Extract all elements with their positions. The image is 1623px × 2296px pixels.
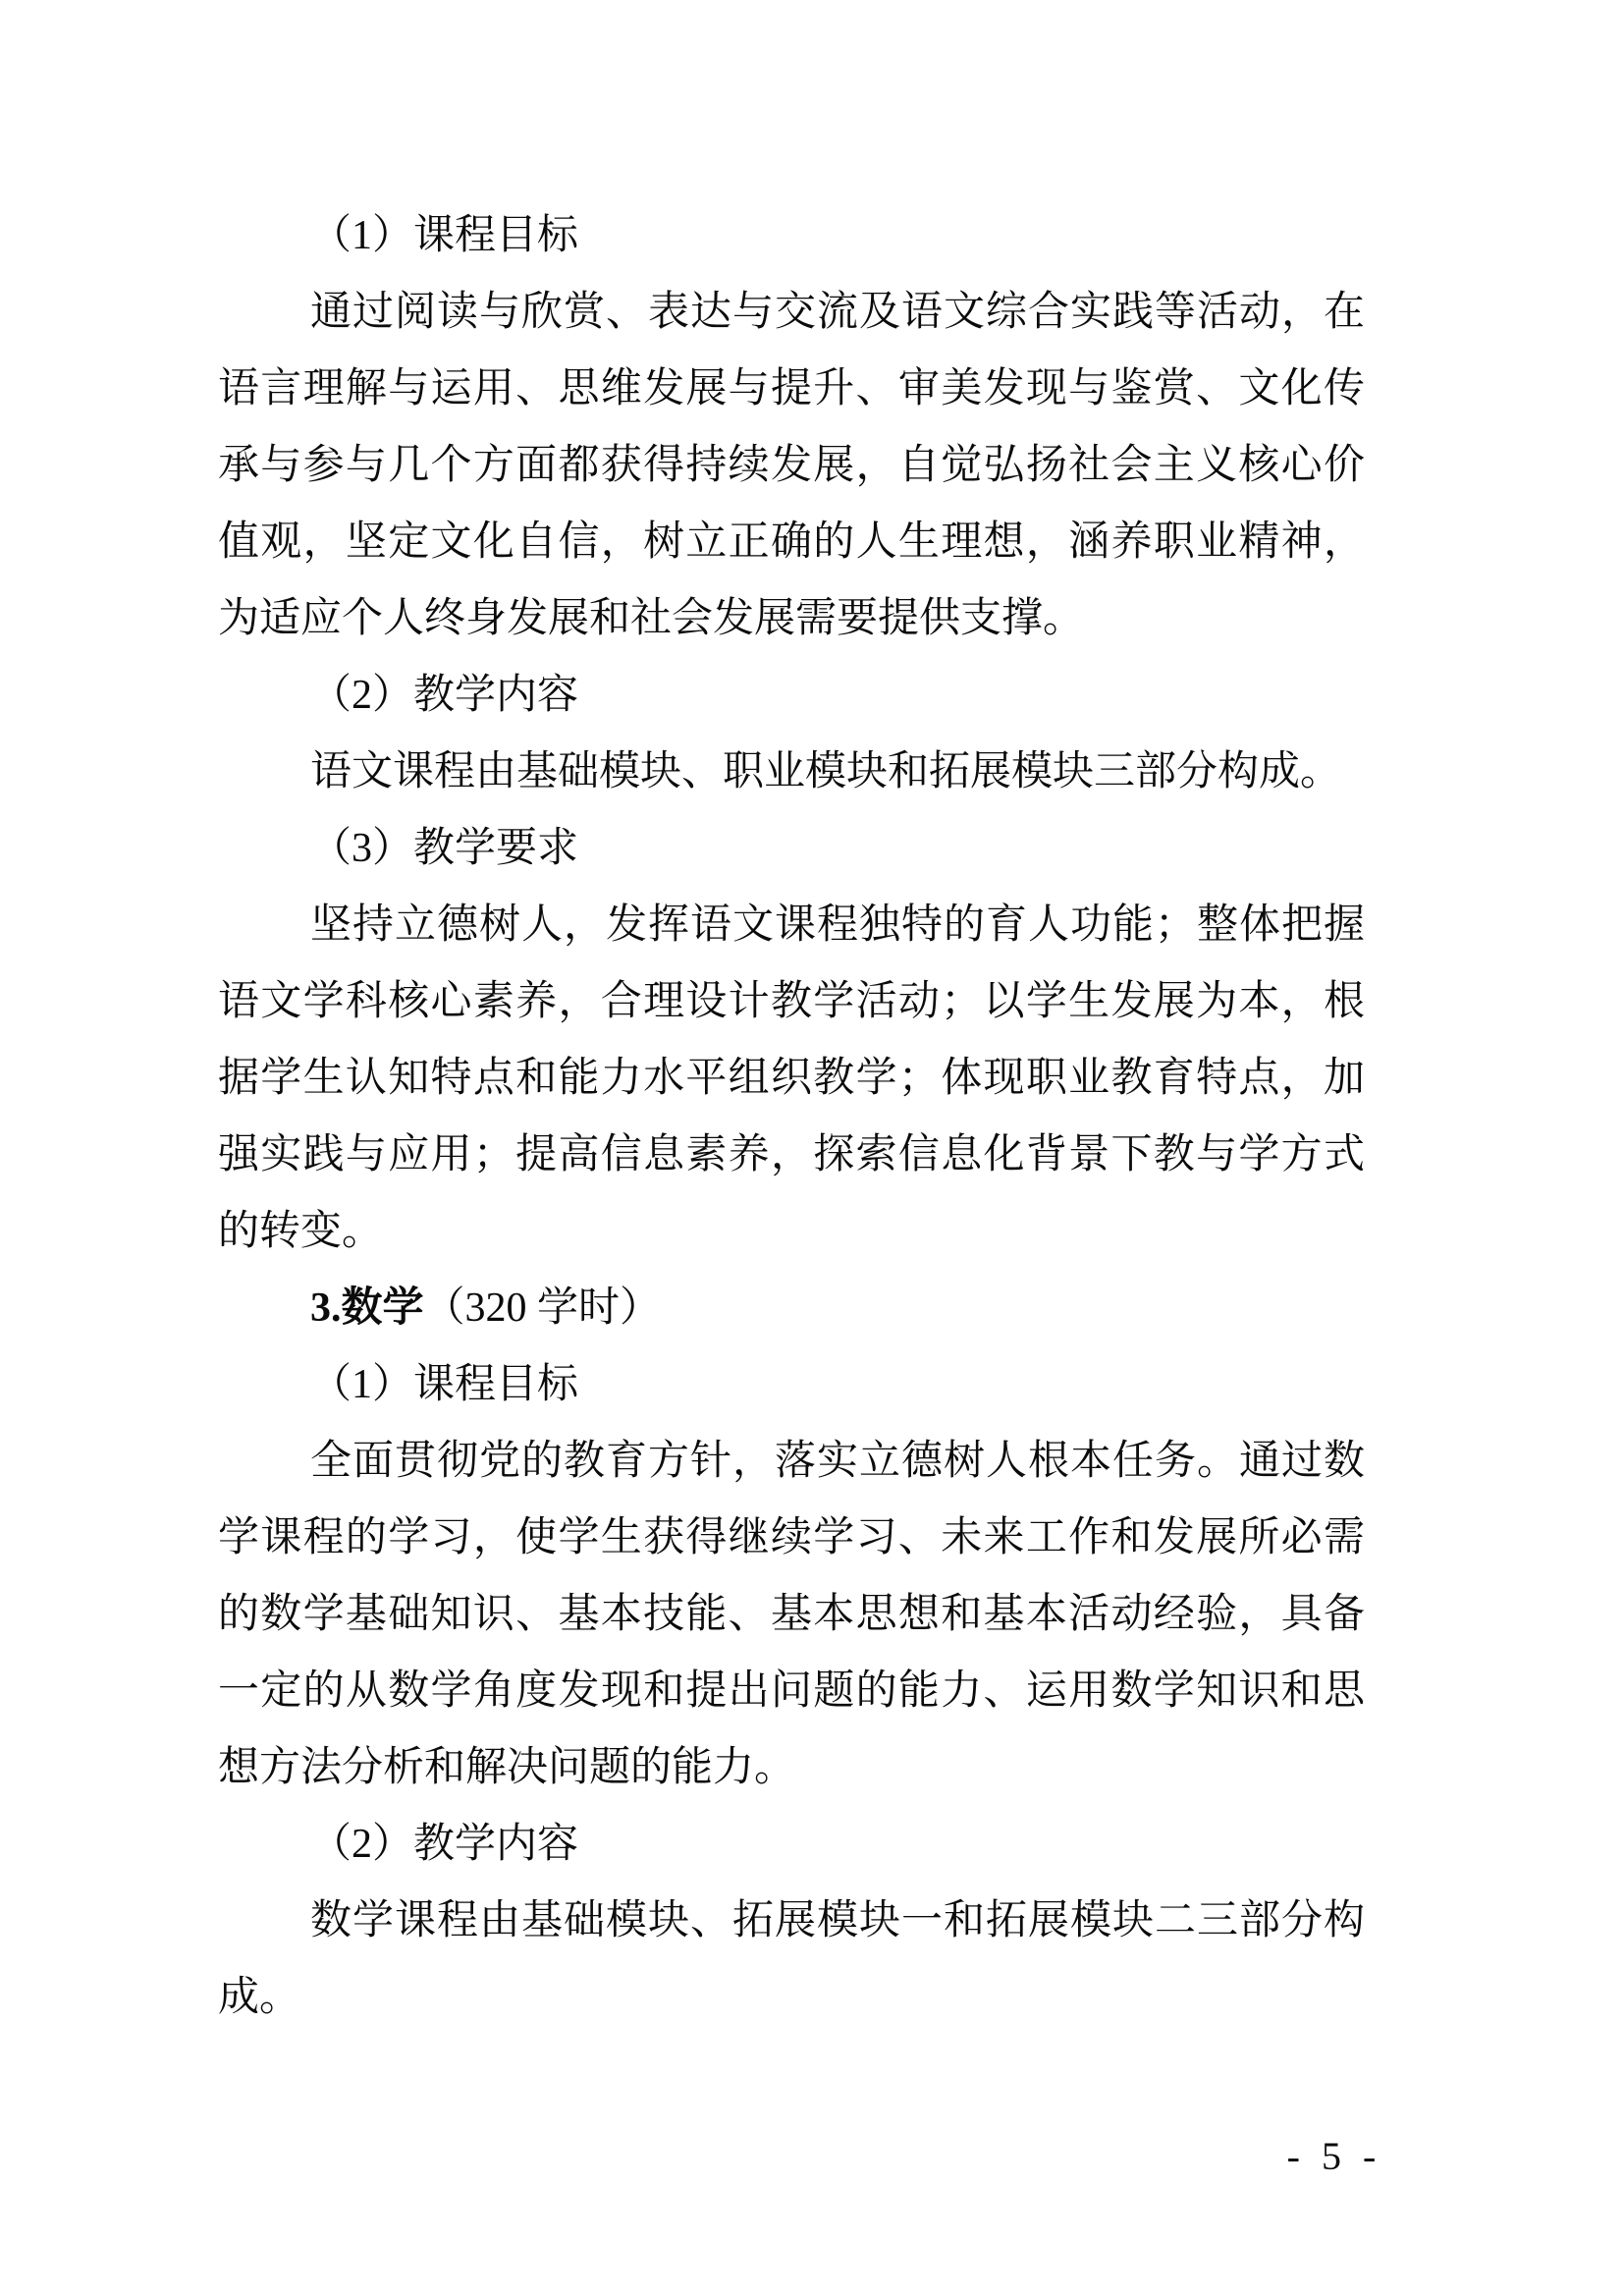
document-body [218,197,1365,2036]
paragraph-course-goal-2: 全面贯彻党的教育方针，落实立德树人根本任务。通过数学课程的学习，使学生获得继续学习、未来工作和发展所必需的数学基础知识、基本技能、基本思想和基本活动经验，具备一定的从数学角度发现和提出问题的能力、运用数学知识和思想方法分析和解决问题的能力。 [218,1439,1365,1790]
subheading-teaching-content-2: （2）教学内容 [310,1822,579,1867]
course-heading-math [218,1270,1365,1346]
course-heading-math-title: 3.数学 [310,1285,424,1331]
paragraph-course-goal-1: 通过阅读与欣赏、表达与交流及语文综合实践等活动，在语言理解与运用、思维发展与提升、审美发现与鉴赏、文化传承与参与几个方面都获得持续发展，自觉弘扬社会主义核心价值观，坚定文化自信，树立正确的人生理想，涵养职业精神，为适应个人终身发展和社会发展需要提供支撑。 [218,290,1365,641]
subheading-course-goal-2: （1）课程目标 [310,1362,579,1407]
subheading-teaching-requirements: （3）教学要求 [310,826,579,871]
paragraph-teaching-requirements: 坚持立德树人，发挥语文课程独特的育人功能；整体把握语文学科核心素养，合理设计教学活动；以学生发展为本，根据学生认知特点和能力水平组织教学；体现职业教育特点，加强实践与应用；提高信息素养，探索信息化背景下教与学方式的转变。 [218,902,1365,1254]
course-heading-math-hours: （320 学时） [423,1285,662,1331]
subheading-course-goal-1: （1）课程目标 [310,213,579,258]
paragraph-teaching-content-2: 数学课程由基础模块、拓展模块一和拓展模块二三部分构成。 [218,1898,1365,2020]
paragraph-teaching-content-1: 语文课程由基础模块、职业模块和拓展模块三部分构成。 [310,749,1342,794]
page-number: - 5 - [1286,2134,1377,2178]
subheading-teaching-content-1: （2）教学内容 [310,673,579,718]
